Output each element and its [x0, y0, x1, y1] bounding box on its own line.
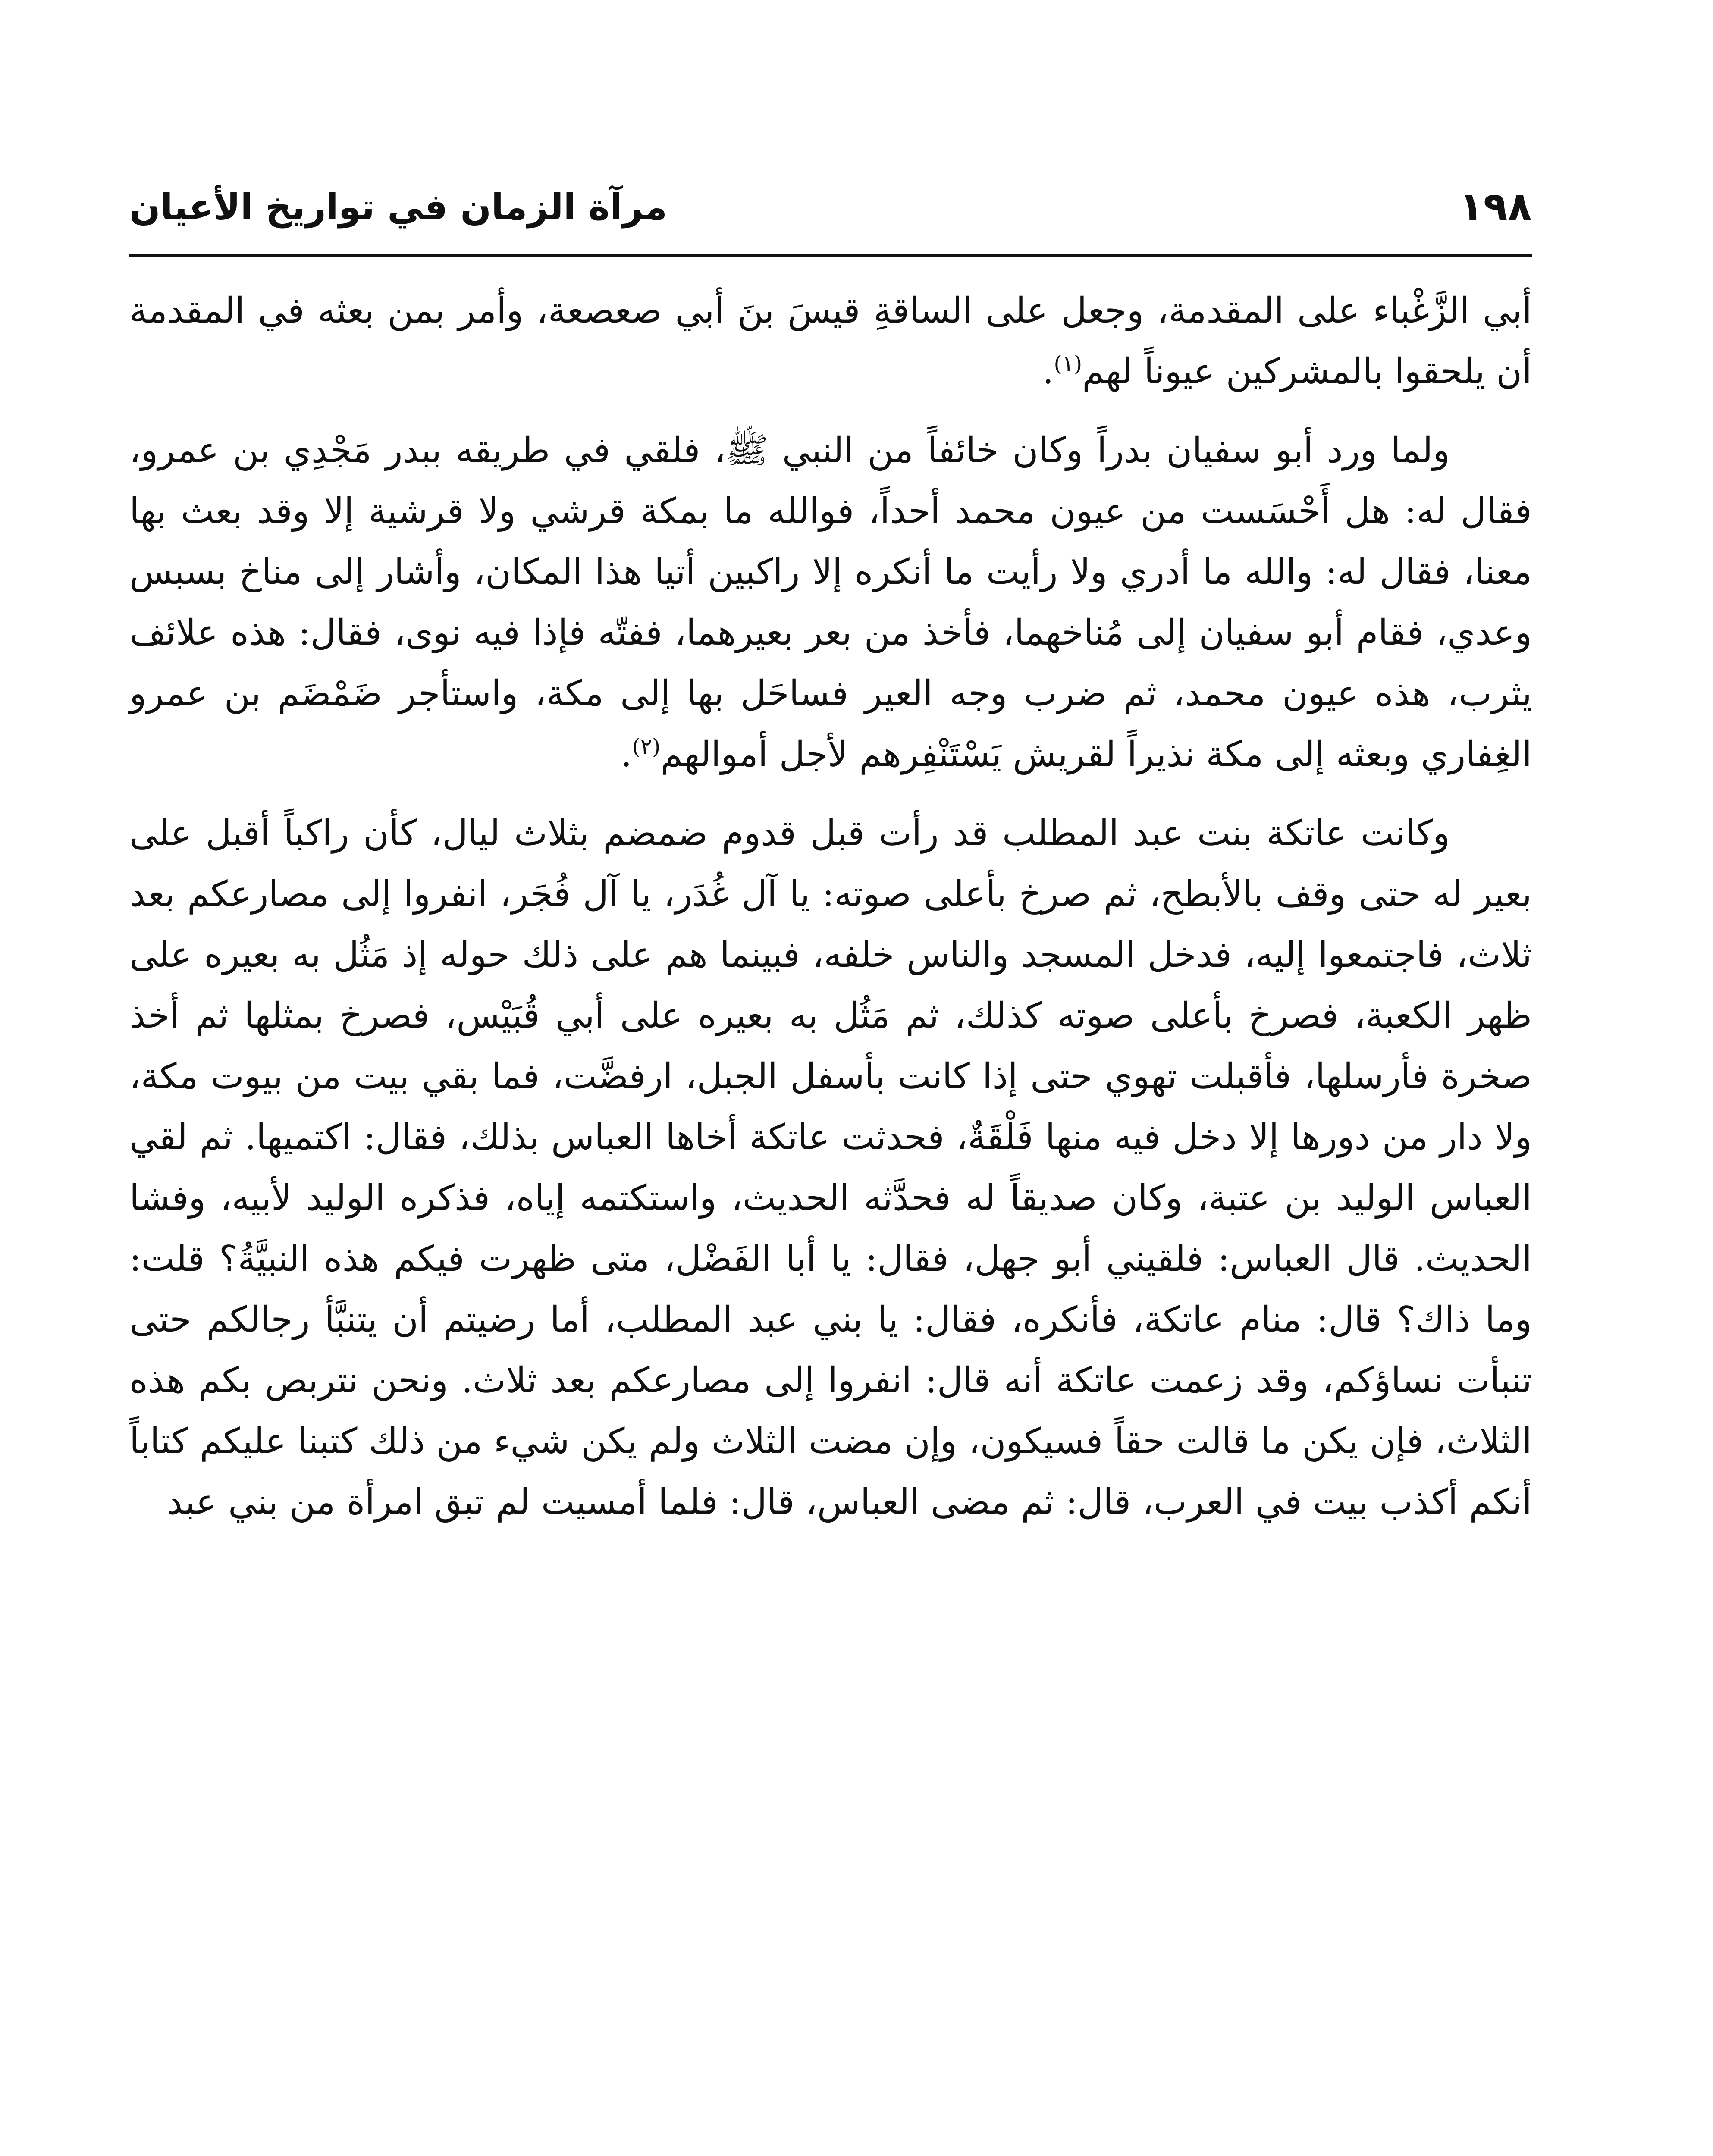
header-divider [129, 254, 1532, 257]
paragraph-1 [129, 280, 1532, 402]
paragraph-2 [129, 420, 1532, 785]
paragraph-end-punctuation: . [1042, 351, 1054, 392]
book-title: مرآة الزمان في تواريخ الأعيان [129, 186, 668, 228]
paragraph-text: أبي الزَّغْباء على المقدمة، وجعل على الساقةِ قيسَ بنَ أبي صعصعة، وأمر بمن بعثه في المقدمة أن يلحقوا بالمشركين عيوناً لهم [129, 290, 1532, 392]
footnote-reference: (٢) [632, 734, 661, 759]
page-number: ١٩٨ [1459, 184, 1532, 230]
footnote-reference: (١) [1054, 351, 1082, 376]
paragraph-text: وكانت عاتكة بنت عبد المطلب قد رأت قبل قدوم ضمضم بثلاث ليال، كأن راكباً أقبل على بعير له حتى وقف بالأبطح، ثم صرخ بأعلى صوته: يا آل غُدَر، يا آل فُجَر، انفروا إلى مصارعكم بعد ثلاث، فاجتمعوا إليه، فدخل المسجد والناس خلفه، فبينما هم على ذلك حوله إذ مَثُل به بعيره على ظهر الكعبة، فصرخ بأعلى صوته كذلك، ثم مَثُل به بعيره على أبي قُبَيْس، فصرخ بمثلها ثم أخذ صخرة فأرسلها، فأقبلت تهوي حتى إذا كانت بأسفل الجبل، ارفضَّت، فما بقي بيت من بيوت مكة، ولا دار من دورها إلا دخل فيه منها فَلْقَةٌ، فحدثت عاتكة أخاها العباس بذلك، فقال: اكتميها. ثم لقي العباس الوليد بن عتبة، وكان صديقاً له فحدَّثه الحديث، واستكتمه إياه، فذكره الوليد لأبيه، وفشا الحديث. قال العباس: فلقيني أبو جهل، فقال: يا أبا الفَضْل، متى ظهرت فيكم هذه النبيَّةُ؟ قلت: وما ذاك؟ قال: منام عاتكة، فأنكره، فقال: يا بني عبد المطلب، أما رضيتم أن يتنبَّأ رجالكم حتى تنبأت نساؤكم، وقد زعمت عاتكة أنه قال: انفروا إلى مصارعكم بعد ثلاث. ونحن نتربص بكم هذه الثلاث، فإن يكن ما قالت حقاً فسيكون، وإن مضت الثلاث ولم يكن شيء من ذلك كتبنا عليكم كتاباً أنكم أكذب بيت في العرب، قال: ثم مضى العباس، قال: فلما أمسيت لم تبق امرأة من بني عبد [129, 813, 1532, 1523]
paragraph-text: ولما ورد أبو سفيان بدراً وكان خائفاً من النبي ﷺ، فلقي في طريقه ببدر مَجْدِي بن عمرو، فقال له: هل أَحْسَست من عيون محمد أحداً، فوالله ما بمكة قرشي ولا قرشية إلا وقد بعث بها معنا، فقال له: والله ما أدري ولا رأيت ما أنكره إلا راكبين أتيا هذا المكان، وأشار إلى مناخ بسبس وعدي، فقام أبو سفيان إلى مُناخهما، فأخذ من بعر بعيرهما، ففتّه فإذا فيه نوى، فقال: هذه علائف يثرب، هذه عيون محمد، ثم ضرب وجه العير فساحَل بها إلى مكة، واستأجر ضَمْضَم بن عمرو الغِفاري وبعثه إلى مكة نذيراً لقريش يَسْتَنْفِرهم لأجل أموالهم [129, 430, 1532, 775]
main-text [129, 280, 1532, 1551]
running-header [129, 172, 1532, 241]
paragraph-end-punctuation: . [621, 734, 632, 775]
paragraph-3 [129, 803, 1532, 1532]
